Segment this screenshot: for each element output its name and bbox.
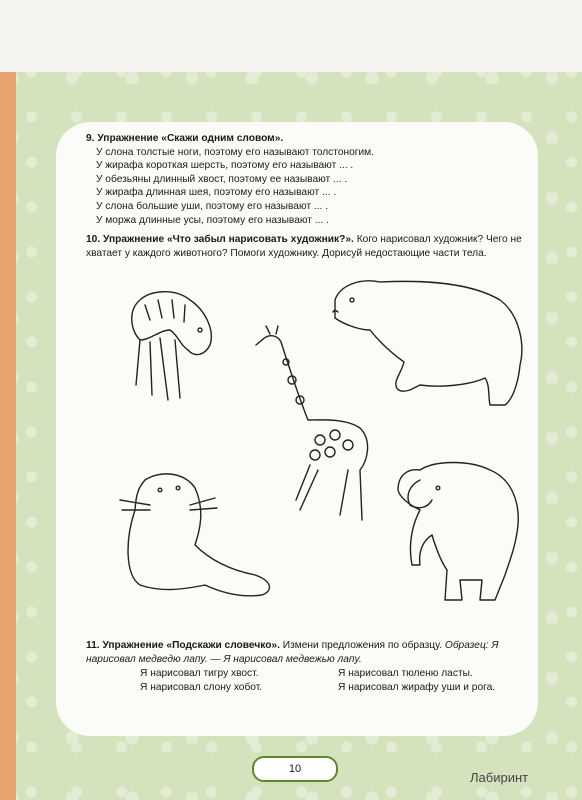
exercise-11 <box>86 639 536 694</box>
exercise-title: Упражнение «Подскажи словечко». <box>102 640 280 651</box>
seal-drawing <box>120 474 269 596</box>
exercise-title: Упражнение «Скажи одним словом». <box>97 133 284 144</box>
line: У обезьяны длинный хвост, поэтому ее называют ... . <box>96 173 348 185</box>
exercise-title: Упражнение «Что забыл нарисовать художник?». <box>103 234 354 245</box>
exercise-number: 9. <box>86 133 95 144</box>
line: У слона большие уши, поэтому его называют ... . <box>96 200 329 212</box>
exercise-text: Измени предложения по образцу. <box>282 640 443 651</box>
exercise-number: 10. <box>86 234 101 245</box>
line: У моржа длинные усы, поэтому его называют ... . <box>96 214 329 226</box>
labirint-logo: Лабиринт <box>470 770 529 785</box>
line: У жирафа короткая шерсть, поэтому его называют ... . <box>96 160 354 172</box>
bear-drawing <box>333 281 522 405</box>
sentence: Я нарисовал слону хобот. <box>140 681 263 693</box>
exercise-number: 11. <box>86 640 100 651</box>
example-text: Я нарисовал медведю лапу. — Я нарисовал медвежью лапу. <box>86 640 499 665</box>
right-column <box>338 667 536 694</box>
sentence: Я нарисовал жирафу уши и рога. <box>338 681 496 693</box>
line: У слона толстые ноги, поэтому его называют толстоногим. <box>96 146 375 158</box>
tiger-drawing <box>132 292 212 400</box>
giraffe-drawing <box>256 326 368 520</box>
sentence: Я нарисовал тигру хвост. <box>140 668 259 680</box>
exercise-text: Кого нарисовал художник? Чего не хватает у каждого животного? Помоги художнику. Дорисуй недостающие части тела. <box>86 234 522 259</box>
page-number: 10 <box>252 756 338 782</box>
left-column <box>86 667 338 694</box>
line: У жирафа длинная шея, поэтому его называют ... . <box>96 187 337 199</box>
example-label: Образец: <box>444 640 489 651</box>
sentence: Я нарисовал тюленю ласты. <box>338 668 473 680</box>
elephant-drawing <box>398 463 518 601</box>
